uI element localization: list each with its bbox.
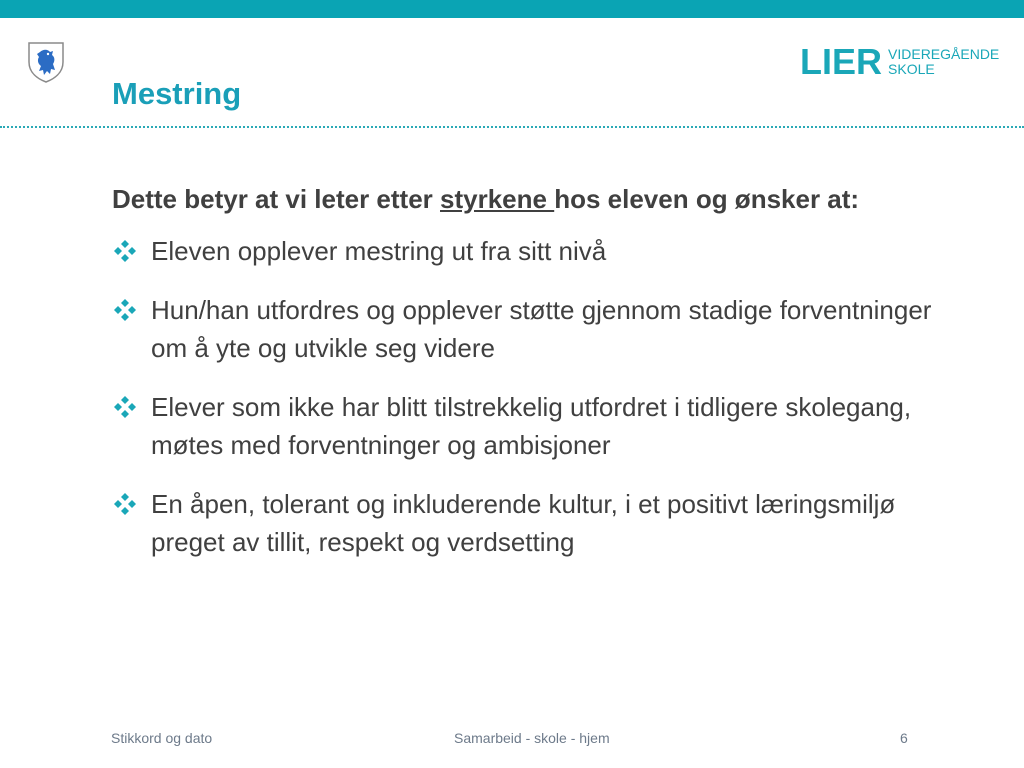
logo-main-text: LIER <box>800 41 883 82</box>
logo-subtitle <box>888 47 999 77</box>
bullet-list <box>112 232 972 561</box>
intro-text-end: hos eleven og ønsker at: <box>554 184 860 214</box>
logo-subtitle-line1: VIDEREGÅENDE <box>888 46 1000 62</box>
coat-of-arms-icon <box>26 40 66 84</box>
top-accent-bar <box>0 0 1024 18</box>
bullet-text: Hun/han utfordres og opplever støtte gjennom stadige forventninger om å yte og utvikle seg videre <box>151 295 932 363</box>
slide-title: Mestring <box>112 76 242 111</box>
diamond-bullet-icon <box>112 388 151 426</box>
slide-body <box>112 182 972 582</box>
dotted-divider <box>0 126 1024 128</box>
diamond-bullet-icon <box>112 485 151 523</box>
bullet-text: Eleven opplever mestring ut fra sitt nivå <box>151 236 607 266</box>
intro-text-start: Dette betyr at vi leter etter <box>112 184 441 214</box>
logo-subtitle-line2: SKOLE <box>888 61 935 77</box>
list-item <box>112 291 972 367</box>
intro-emphasis: styrkene <box>440 184 555 214</box>
list-item <box>112 232 972 270</box>
intro-statement <box>112 182 972 216</box>
diamond-bullet-icon <box>112 291 151 329</box>
school-logo <box>800 41 1000 82</box>
list-item <box>112 388 972 464</box>
bullet-text: Elever som ikke har blitt tilstrekkelig utfordret i tidligere skolegang, møtes med forventninger og ambisjoner <box>151 392 912 460</box>
footer-text: Samarbeid - skole - hjem <box>454 730 610 746</box>
bullet-text: En åpen, tolerant og inkluderende kultur, i et positivt læringsmiljø preget av tillit, respekt og verdsetting <box>151 489 896 557</box>
diamond-bullet-icon <box>112 232 151 270</box>
list-item <box>112 485 972 561</box>
footer-date-field: Stikkord og dato <box>111 730 213 746</box>
page-number: 6 <box>900 730 908 746</box>
